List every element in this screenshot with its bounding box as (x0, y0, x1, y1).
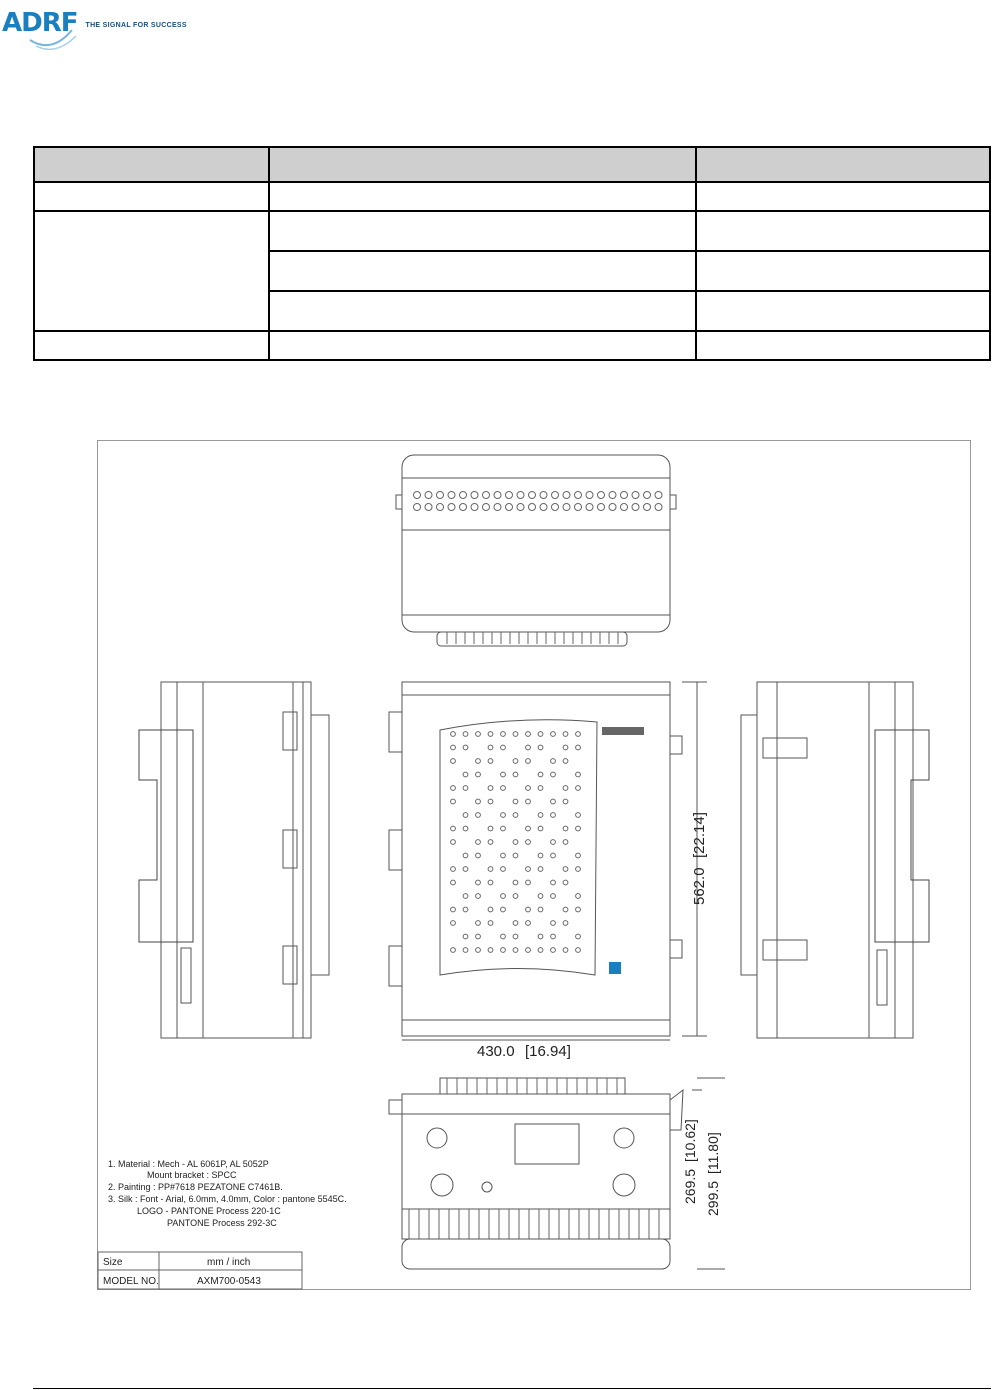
adrf-logo (2, 6, 187, 40)
table-cell (269, 211, 696, 251)
svg-text:PANTONE Process 292-3C: PANTONE Process 292-3C (167, 1218, 277, 1228)
table-cell (696, 251, 990, 291)
mechanical-drawing (97, 440, 971, 1290)
dim-depth-1-inch: [10.62] (682, 1119, 698, 1162)
table-cell (269, 331, 696, 360)
dim-depth-2: 299.5 (705, 1180, 721, 1216)
top-view (396, 455, 676, 646)
logo-wordmark: ADRF (2, 8, 78, 38)
dim-height-inch: [22.14] (691, 812, 708, 858)
bottom-view (389, 1078, 725, 1269)
dim-height: 562.0 (691, 867, 708, 905)
table-cell (696, 291, 990, 331)
svg-text:3. Silk : Font - Arial, 6.0mm,: 3. Silk : Font - Arial, 6.0mm, 4.0mm, Color : pantone 5545C. (108, 1194, 347, 1204)
svg-text:2. Painting : PP#7618 PEZATONE: 2. Painting : PP#7618 PEZATONE C7461B. (108, 1182, 283, 1192)
front-view (389, 682, 707, 1040)
svg-text:Size: Size (103, 1257, 123, 1268)
dim-depth-2-inch: [11.80] (705, 1132, 721, 1174)
table-cell (34, 331, 269, 360)
table-cell (696, 182, 990, 211)
svg-text:mm / inch: mm / inch (207, 1257, 251, 1268)
svg-text:LOGO - PANTONE Process 220-1C: LOGO - PANTONE Process 220-1C (137, 1206, 281, 1216)
header-cell (269, 147, 696, 182)
logo-tagline: THE SIGNAL FOR SUCCESS (85, 21, 187, 29)
logo-swoosh-icon (26, 10, 78, 50)
table-row (34, 182, 990, 211)
table-cell (696, 331, 990, 360)
left-side-view (139, 682, 329, 1038)
table-cell (269, 291, 696, 331)
dim-depth-1: 269.5 (682, 1168, 698, 1204)
svg-text:Mount bracket : SPCC: Mount bracket : SPCC (147, 1170, 237, 1180)
footer-rule (33, 1388, 991, 1389)
table-cell (34, 182, 269, 211)
svg-text:MODEL NO.: MODEL NO. (103, 1276, 159, 1287)
table-row (34, 331, 990, 360)
table-row (34, 211, 990, 251)
table-cell (269, 182, 696, 211)
svg-text:1. Material : Mech - AL 6061P,: 1. Material : Mech - AL 6061P, AL 5052P (108, 1159, 269, 1169)
drawing-notes (108, 1159, 347, 1228)
header-cell (34, 147, 269, 182)
right-side-view (741, 682, 929, 1038)
dim-width: 430.0 (477, 1043, 515, 1060)
table-cell-merged (34, 211, 269, 331)
header-cell (696, 147, 990, 182)
table-header-row (34, 147, 990, 182)
table-cell (269, 251, 696, 291)
table-cell (696, 211, 990, 251)
svg-text:AXM700-0543: AXM700-0543 (197, 1276, 261, 1287)
spec-table (33, 146, 991, 361)
dim-width-inch: [16.94] (525, 1043, 571, 1060)
title-block (98, 1252, 302, 1289)
